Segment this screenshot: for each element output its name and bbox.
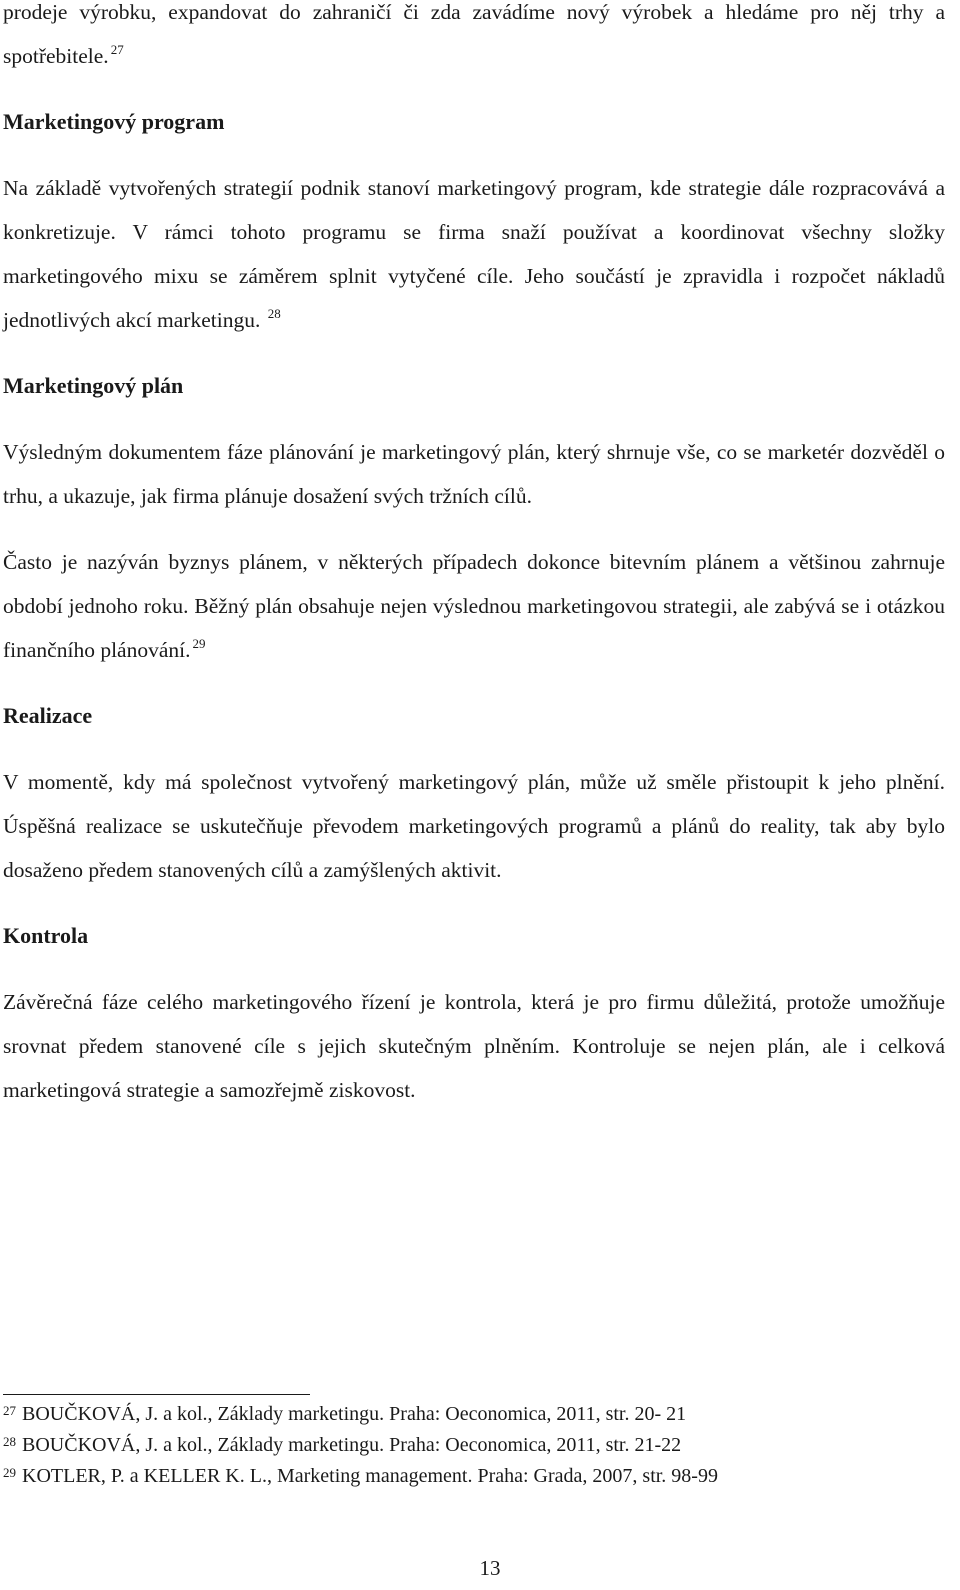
section-paragraph: Výsledným dokumentem fáze plánování je marketingový plán, který shrnuje vše, co se marketér dozvěděl o trhu, a ukazuje, jak firma plánuje dosažení svých tržních cílů. [3, 440, 945, 508]
footnote-text: BOUČKOVÁ, J. a kol., Základy marketingu. Praha: Oeconomica, 2011, str. 20- 21 [22, 1403, 687, 1425]
footnotes [3, 1394, 945, 1492]
intro-paragraph: prodeje výrobku, expandovat do zahraničí či zda zavádíme nový výrobek a hledáme pro něj trhy a spotřebitele. $^{27}$ [3, 0, 945, 68]
section-heading-realization: Realizace [3, 703, 93, 728]
footnote-separator [3, 1394, 310, 1395]
section-heading-marketing-program: Marketingový program [3, 109, 225, 134]
footnote-item [3, 1461, 945, 1492]
footnote-number: 28 [3, 1434, 16, 1449]
document-page [3, 0, 945, 1112]
footnote-ref: 27 [110, 42, 124, 57]
section-paragraph: Často je nazýván byznys plánem, v některých případech dokonce bitevním plánem a většinou zahrnuje období jednoho roku. Běžný plán obsahuje nejen výslednou marketingovou strategii, ale zabývá se i otázkou finančního plánování. $^{29}$ [3, 550, 945, 662]
section-paragraph: Závěrečná fáze celého marketingového řízení je kontrola, která je pro firmu důležitá, protože umožňuje srovnat předem stanovené cíle s jejich skutečným plněním. Kontroluje se nejen plán, ale i celková marketingová strategie a samozřejmě ziskovost. [3, 990, 945, 1102]
page-number: 13 [479, 1556, 501, 1580]
footnote-ref: 28 [267, 306, 281, 321]
section-paragraph: Na základě vytvořených strategií podnik stanoví marketingový program, kde strategie dále rozpracovává a konkretizuje. V rámci tohoto programu se firma snaží používat a koordinovat všechny složky marketingového mixu se záměrem splnit vytyčené cíle. Jeho součástí je zpravidla i rozpočet nákladů jednotlivých akcí marketingu. $^{28}$ [3, 176, 945, 332]
section-heading-control: Kontrola [3, 923, 89, 948]
footnote-number: 27 [3, 1403, 16, 1418]
footnote-text: BOUČKOVÁ, J. a kol., Základy marketingu. Praha: Oeconomica, 2011, str. 21-22 [22, 1434, 682, 1456]
section-paragraph: V momentě, kdy má společnost vytvořený marketingový plán, může už směle přistoupit k jeho plnění. Úspěšná realizace se uskutečňuje převodem marketingových programů a plánů do reality, tak aby bylo dosaženo předem stanovených cílů a zamýšlených aktivit. [3, 770, 945, 882]
footnote-item [3, 1399, 945, 1430]
footnote-number: 29 [3, 1465, 16, 1480]
footnote-ref: 29 [192, 636, 206, 651]
footnote-text: KOTLER, P. a KELLER K. L., Marketing management. Praha: Grada, 2007, str. 98-99 [22, 1465, 718, 1487]
section-heading-marketing-plan: Marketingový plán [3, 373, 184, 398]
footnote-item [3, 1430, 945, 1461]
